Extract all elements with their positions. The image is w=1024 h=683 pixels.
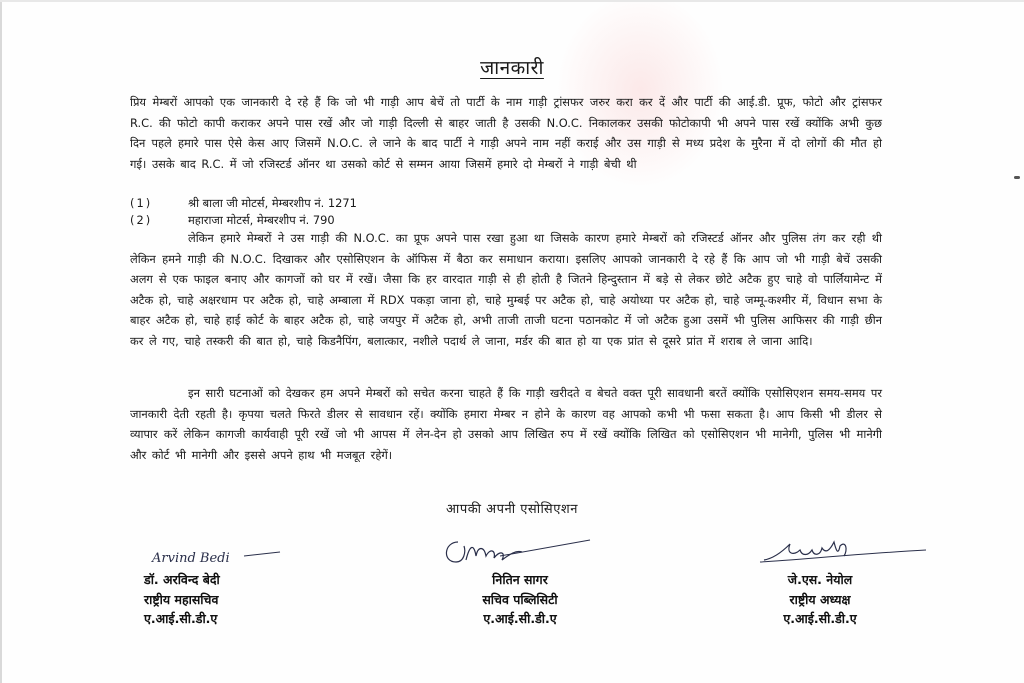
signatory-org: ए.आई.सी.डी.ए	[483, 611, 557, 626]
signatory-org: ए.आई.सी.डी.ए	[783, 611, 857, 626]
svg-text:Arvind Bedi: Arvind Bedi	[152, 551, 230, 566]
page-edge-top	[0, 0, 1024, 2]
signature-icon	[144, 540, 284, 570]
paragraph-advice: इन सारी घटनाओं को देखकर हम अपने मेम्बरों को सचेत करना चाहते हैं कि गाड़ी खरीदते व बेचते वक्त पूरी सावधानी बरतें क्योंकि एसोसिएशन समय-समय पर जानकारी देती रहती है। कृपया चलते फिरते डीलर से सावधान रहें। क्योंकि हमारा मेम्बर न होने के कारण वह आपको कभी भी फसा सकता है। आप किसी भी डीलर से व्यापार करें लेकिन कागजी कार्यवाही पूरी रखें जो भी आपस में लेन-देन हो उसको आप लिखित रुप में रखें क्योंकि लिखित को एसोसिएशन भी मानेगी, पुलिस भी मानेगी और कोर्ट भी मानेगी और इससे अपने हाथ भी मजबूत रहेगें।	[130, 386, 882, 462]
signatory-name: नितिन सागर	[492, 572, 548, 587]
signature-icon	[430, 534, 610, 568]
signatory-name: जे.एस. नेयोल	[787, 572, 853, 587]
signatory-designation: सचिव पब्लिसिटी	[482, 591, 558, 607]
signature-icon	[756, 534, 936, 568]
signatory-name: डॉ. अरविन्द बेदी	[144, 572, 220, 587]
scan-speck	[1014, 176, 1020, 179]
handwritten-signature	[760, 540, 880, 570]
list-item-text: महाराजा मोटर्स, मेम्बरशीप नं. 790	[188, 213, 335, 227]
document-title	[0, 54, 1024, 80]
list-item	[130, 194, 357, 212]
list-item	[130, 211, 335, 229]
paragraph-incidents: लेकिन हमारे मेम्बरों ने उस गाड़ी की N.O.C. का प्रूफ अपने पास रखा हुआ था जिसके कारण हमारे मेम्बरों को रजिस्टर्ड ऑनर और पुलिस तंग कर रही थी लेकिन हमने गाड़ी की N.O.C. दिखाकर और एसोसिएशन के ऑफिस में बैठा कर समाधान कराया। इसलिए आपको जानकारी दे रहे हैं कि आप जो भी गाड़ी बेचें उसकी अलग से एक फाइल बनाए और कागजों को घर में रखें। जैसा कि हर वारदात गाड़ी से ही होती है जितने हिन्दुस्तान में बड़े से लेकर छोटे अटैक हुए चाहे वो पार्लियामेन्ट में अटैक हो, चाहे अक्षरधाम पर अटैक हो, चाहे अम्बाला में RDX पकड़ा जाना हो, चाहे मुम्बई पर अटैक हो, चाहे अयोध्या पर अटैक हो, चाहे जम्मू-कश्मीर में, विधान सभा के बाहर अटैक हो, चाहे हाई कोर्ट के बाहर अटैक हो, चाहे जयपुर में अटैक हो, अभी ताजी ताजी घटना पठानकोट में जो अटैक हुआ उसमें भी पुलिस आफिसर की गाड़ी छीन कर ले गए, चाहे तस्करी की बात हो, चाहे किडनैपिंग, बलात्कार, नशीले पदार्थ ले जाना, मर्डर की बात हो या एक प्रांत से दूसरे प्रांत में शराब ले जाना आदि।	[130, 231, 882, 348]
signatory-block	[430, 540, 610, 629]
list-item-number: (1)	[130, 196, 153, 210]
signatory-designation: राष्ट्रीय महासचिव	[144, 591, 219, 607]
handwritten-signature	[144, 540, 344, 570]
list-item-text: श्री बाला जी मोटर्स, मेम्बरशीप नं. 1271	[188, 196, 357, 210]
signatory-designation: राष्ट्रीय अध्यक्ष	[789, 591, 851, 607]
list-item-number: (2)	[130, 213, 153, 227]
signatory-block	[144, 540, 344, 629]
closing-line: आपकी अपनी एसोसिएशन	[446, 502, 578, 517]
paragraph-intro: प्रिय मेम्बरों आपको एक जानकारी दे रहे हैं कि जो भी गाड़ी आप बेचें तो पार्टी के नाम गाड़ी ट्रांसफर जरुर करा कर दें और पार्टी की आई.डी. प्रूफ, फोटो और ट्रांसफर R.C. की फोटो कापी कराकर अपने पास रखें और जो गाड़ी दिल्ली से बाहर जाती है उसकी N.O.C. निकालकर उसकी फोटोकापी भी अपने पास रखें क्योंकि अभी कुछ दिन पहले हमारे पास ऐसे केस आए जिसमें N.O.C. ले जाने के बाद पार्टी ने गाड़ी अपने नाम नहीं कराई और उस गाड़ी से मध्य प्रदेश के मुरैना में दो लोगों की मौत हो गई। उसके बाद R.C. में जो रजिस्टर्ड ऑनर था उसको कोर्ट से सम्मन आया जिसमें हमारे दो मेम्बरों ने गाड़ी बेची थी	[130, 95, 882, 171]
handwritten-signature	[430, 540, 610, 570]
document-title-text: जानकारी	[480, 57, 544, 79]
page-edge-left	[0, 0, 2, 683]
signatory-block	[760, 540, 880, 629]
signatory-org: ए.आई.सी.डी.ए	[144, 611, 218, 626]
